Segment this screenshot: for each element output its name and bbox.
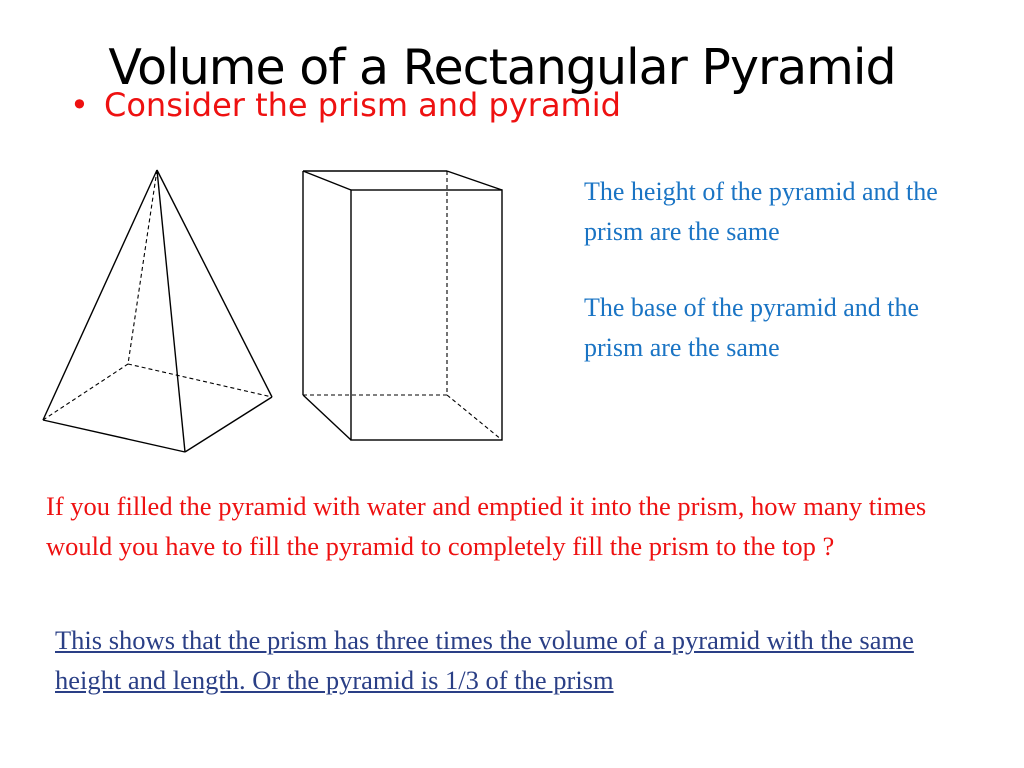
pyramid-edge-front — [157, 170, 185, 452]
pyramid-edge-right — [157, 170, 272, 397]
pyramid-base-front — [43, 420, 185, 452]
base-note: The base of the pyramid and the prism are the same — [584, 293, 919, 362]
pyramid-figure — [43, 170, 272, 452]
bullet-marker: • — [70, 86, 89, 124]
pyramid-hidden-edge — [128, 170, 157, 364]
prism-front-face — [351, 190, 502, 440]
pyramid-hidden-base-back — [128, 364, 272, 397]
question-text: If you filled the pyramid with water and emptied it into the prism, how many times would you have to fill the pyramid to completely fill the prism to the top ? — [46, 491, 927, 561]
pyramid-base-right — [185, 397, 272, 452]
answer-link[interactable]: This shows that the prism has three times the volume of a pyramid with the same height and length. Or the pyramid is 1/3 of the prism — [55, 625, 914, 695]
slide-title: Volume of a Rectangular Pyramid — [108, 39, 896, 96]
prism-bottom-left — [303, 395, 351, 440]
prism-figure — [303, 171, 502, 440]
prism-top-right — [447, 171, 502, 190]
prism-top-left — [303, 171, 351, 190]
pyramid-edge-left — [43, 170, 157, 420]
height-note: The height of the pyramid and the prism are the same — [584, 177, 938, 246]
bullet-text: Consider the prism and pyramid — [104, 86, 621, 124]
prism-hidden-bottom-right — [447, 395, 502, 440]
